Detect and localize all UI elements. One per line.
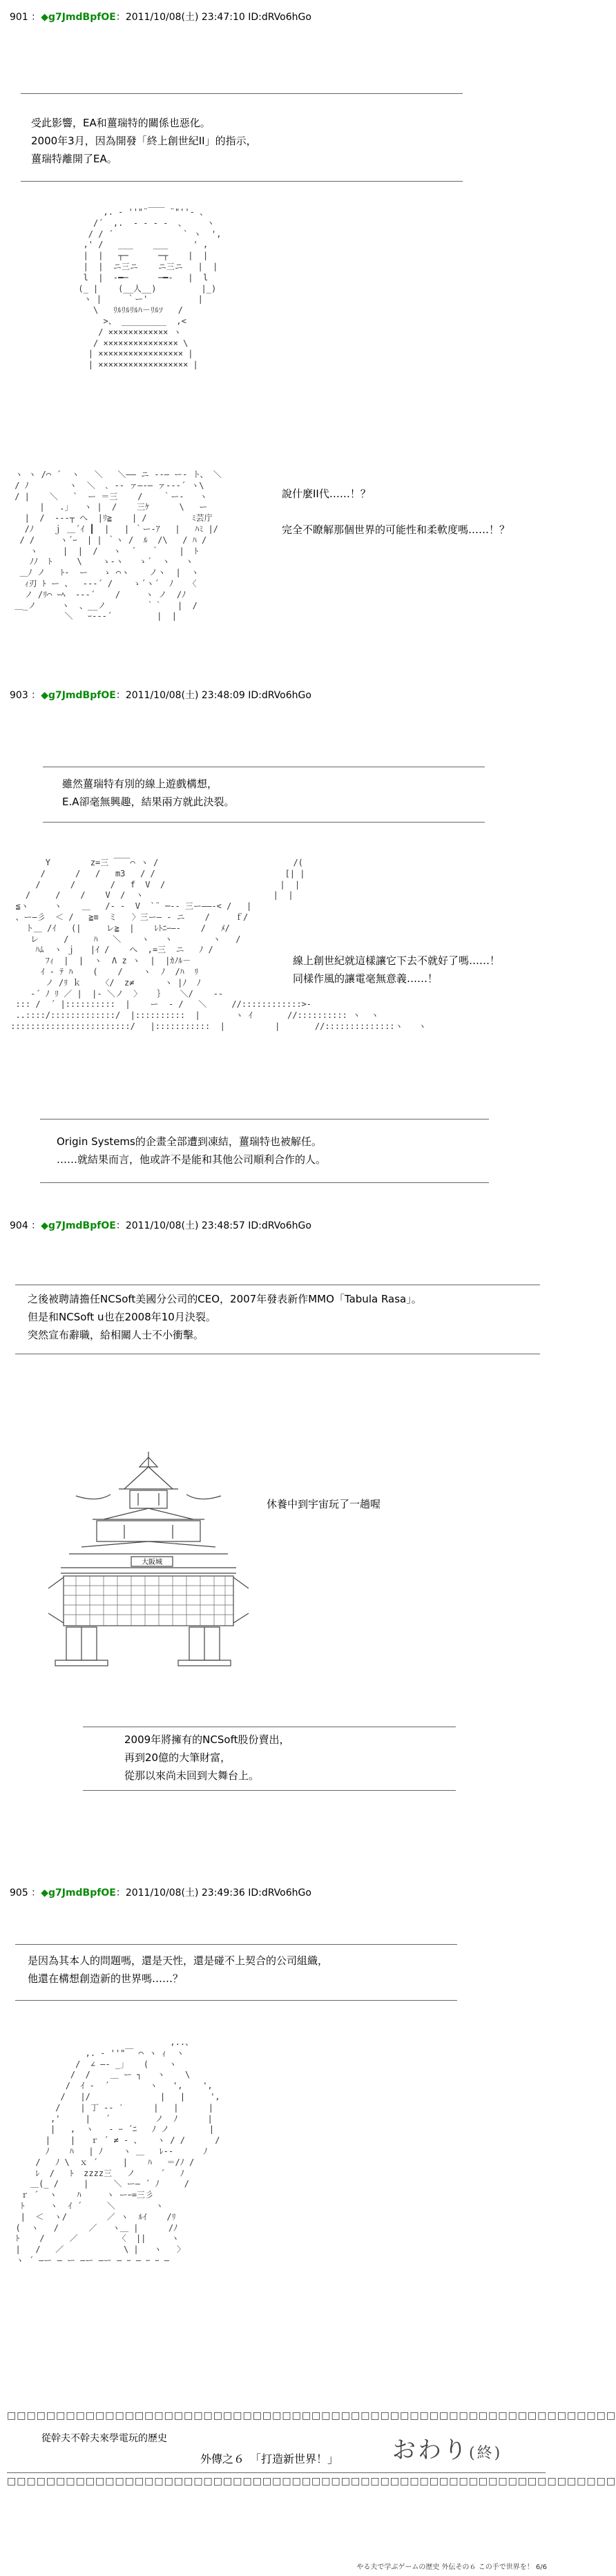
divider: [43, 822, 485, 823]
series-title: 從幹夫不幹夫來學電玩的歷史: [41, 2433, 167, 2444]
post-header: 905 ：◆g7JmdBpfOE：2011/10/08(土) 23:49:36 ID:dRVo6hGo: [10, 1887, 311, 1899]
box-border-bottom: □□□□□□□□□□□□□□□□□□□□□□□□□□□□□□□□□□□□□□□□□□□□□□□□□□□□□□□□□□□□□□: [7, 2476, 616, 2487]
poster-name[interactable]: ◆g7JmdBpfOE: [41, 12, 116, 23]
narration-box: 雖然薑瑞特有別的線上遊戲構想， E.A卻毫無興趣，結果兩方就此決裂。: [62, 778, 235, 808]
chapter-title: 外傳之６ 「打造新世界！」: [200, 2452, 339, 2466]
castle-ascii-art: [48, 1450, 249, 1678]
box-border-top: □□□□□□□□□□□□□□□□□□□□□□□□□□□□□□□□□□□□□□□□□□□□□□□□□□□□□□□□□□□□□□: [7, 2410, 616, 2421]
post-datetime: 2011/10/08(土) 23:48:09 ID:dRVo6hGo: [125, 690, 311, 701]
post-number: 903: [10, 690, 28, 701]
post-datetime: 2011/10/08(土) 23:47:10 ID:dRVo6hGo: [125, 12, 311, 23]
divider: [21, 181, 463, 182]
post-number: 905: [10, 1887, 28, 1899]
ascii-art-character: ,. ‐ ''"¨￣￣ ¨"''‐ 、 /´ ,. - ‐ ‐ - 、 ヽ / / ´ ` ヽ ', ,' / ___ ___ ' , | | ┬─ ─┬ | | | | ニ三ニ ニ三ニ | | l | ‐━─ ─━‐ | l (_ | (__人__) |_) ヽ | ｀ー' | \ ﾘﾙﾘﾙﾘﾙﾊ－ﾘﾙｿ / >、 _________ ,< / ×××××××××××× ヽ / ××××××××××××××× \ | ××××××××××××××××× | | ×××××××××××××××××× |: [78, 207, 222, 370]
divider: [15, 2000, 457, 2001]
narration-box: 是因為其本人的問題嗎，還是天性，還是碰不上契合的公司組織， 他還在構想創造新的世界嗎……？: [28, 1954, 329, 1985]
poster-name[interactable]: ◆g7JmdBpfOE: [41, 1887, 116, 1899]
divider: [83, 1790, 456, 1791]
post-number: 901: [10, 12, 28, 23]
ascii-art-characters-arguing: Y z=三 ￣￣⌒ ヽ / /( / / / m3 / / [| | / / / f V / | | / / / V / ヽ | | ≦ヽ ヽ ＿ /‐ ‐ V `¨ ─‐‐ 三ー――‐< / | 、ー―彡 ＜ / ≧≡ ミ 〉三ー― ‐ ニ / ｆ/ ト＿ /ｲ (| レ≧ | ﾚﾄﾆｰ―‐ / ﾒ/ レ / ﾊ ＼ ヽ ヽ ヽ / ﾊﾑ ヽ ｊ |ｲ / へ ,=三 ニ ﾉ / ﾌｨ | | ヽ Λ z ヽ | |ｶﾉﾙ－ ｲ ‐ ﾃ ﾊ ( / ヽ ﾉ /ﾊ ﾘ ノ /ﾘ ｋ 〈/ z≠ ヽ |ﾉ ﾉ ‐´ ﾉ ﾘ ／ | |‐ ＼ノ 〉 ｝ ＼/ -‐ ::: / ´ |:::::::::: | ー ‐ / ＼ //::::::::::::>‐ ..::::/:::::::::::::/ |:::::::::: | ヽ ｲ //:::::::::: ヽ ヽ ::::::::::::::::::::::::/ |::::::::::: | | //::::::::::::::ヽ ヽ: [10, 858, 427, 1031]
ascii-art-character-shocked: ヽ ヽ /⌒ ´ ヽ ＼ ＼―― ニ ‐‐― ー‐ ト、 ＼ / ﾉ ヽ ＼ ､ ‐‐ ァ―‐― ァ‐-‐´ ヽ\ / | ＼ ` ー ＝三 / ｀ー‐ ヽ | .｣ ヽ | / 三ｹ \ ー | / ‐‐‐┬ へ |ﾘ≧ | / ﾐ芸庁 /ﾉ ｊ ＿´ｲ ┃ | | ｀ー‐ｱ | ﾊﾐ |/ / / ヽ´ｰ | | ｀ヽ / ﾙ /\ / ﾊ / ヽ | | / ヽ ´ ｀ | ﾄ ﾉﾉ ﾄ \ ゝ‐ヽ ゝ´ ヽ ヽ ＿ﾉ ノ ﾄ‐ ー ゝ ⌒ヽ ノヽ | ヽ ｨ刃 ﾄ ー 、 ‐‐‐´ / ゝ´ヽ´ ﾉ 〈 ノ /ﾘ⌒ ｰﾍ ‐‐‐´ / ヽ ノ /ﾉ ＿_ノ ヽ 、__ノ ｀｀ | / ＼ ｰ‐‐‐´ | |: [15, 470, 222, 622]
poster-name[interactable]: ◆g7JmdBpfOE: [41, 1220, 116, 1231]
narration-box: 之後被聘請擔任NCSoft美國分公司的CEO，2007年發表新作MMO「Tabula Rasa」。 但是和NCSoft u也在2008年10月決裂。 突然宣布辭職，給相關人士不小衝擊。: [28, 1293, 422, 1341]
narration-box: 受此影響，EA和薑瑞特的關係也惡化。 2000年3月，因為開發「終上創世紀II」的指示， 薑瑞特離開了EA。: [31, 117, 257, 165]
divider: [21, 93, 463, 94]
divider: [40, 1182, 489, 1183]
speech-text: 說什麼II代……！？ 完全不瞭解那個世界的可能性和柔軟度嗎……！？: [282, 488, 510, 536]
post-header: 901 ：◆g7JmdBpfOE：2011/10/08(土) 23:47:10 ID:dRVo6hGo: [10, 12, 311, 23]
ascii-art-character-back: ,..、 ,. ‐ ''"￣ ⌒ ヽ ｨ ヽ / ∠ ―‐ _」 ( ヽ / / ＿ ー ┐ ヽ \ / ｲ ‐ ´ ヽ ', ', / |/ | | ', / | 丁 ‐‐ ′ | | | ,' | ´ ノ ﾉ | | , ヽ ‐ ｰ ´ﾆ ﾉ ノ | | | ｒ ´ ≠ ‐ 、 ヽ / / / ﾉ ﾊ | ﾉ ヽ ＿ ﾚ‐‐ ﾉ / ﾉ \ ｘ ´ | ﾊ ＝/ﾉ / ﾚ / ﾄ zzzz三 ノ ´ ﾉ ＿(_ / | ＼ ー― ´ ﾉ / ｒ ´ ヽ ﾊ ヽ ーｰ=三彡 ﾄ ヽ ｲ ´ ＼ ヽ | ＜ ヽ/ ／ ヽ ﾙｲ /ﾘ ( ヽ / ／ ヽ＿ | /ﾉ ﾄ / ／ 〈 || ヽ | / ／ \ | ヽ 〉 ヽ ´ ―ー ― ー ―ー ―ー ― ｰ ― ｰ ｰ ―: [15, 2037, 220, 2265]
poster-name[interactable]: ◆g7JmdBpfOE: [41, 690, 116, 701]
ending-signature: おわり(終): [392, 2436, 503, 2464]
narration-box: Origin Systems的企畫全部遭到凍結，薑瑞特也被解任。 ……就結果而言，他或許不是能和其他公司順利合作的人。: [57, 1135, 327, 1166]
post-header: 904 ：◆g7JmdBpfOE：2011/10/08(土) 23:48:57 ID:dRVo6hGo: [10, 1220, 311, 1231]
divider: [7, 2472, 546, 2473]
speech-text: 休養中到宇宙玩了一趟喔: [267, 1498, 381, 1510]
page-footer: やる夫で学ぶゲームの歴史 外伝その６ この手で世界を！ 6/6: [356, 2564, 547, 2571]
post-number: 904: [10, 1220, 28, 1231]
post-header: 903 ：◆g7JmdBpfOE：2011/10/08(土) 23:48:09 ID:dRVo6hGo: [10, 690, 311, 701]
divider: [15, 1944, 457, 1945]
speech-text: 線上創世紀就這樣讓它下去不就好了嗎……！ 同樣作風的讓電毫無意義……！: [293, 954, 501, 985]
narration-box: 2009年將擁有的NCSoft股份賣出， 再到20億的大筆財富， 從那以來尚未回到大舞台上。: [124, 1733, 290, 1782]
post-datetime: 2011/10/08(土) 23:48:57 ID:dRVo6hGo: [125, 1220, 311, 1231]
castle-sign: 大阪城: [142, 1559, 162, 1566]
post-datetime: 2011/10/08(土) 23:49:36 ID:dRVo6hGo: [125, 1887, 311, 1899]
